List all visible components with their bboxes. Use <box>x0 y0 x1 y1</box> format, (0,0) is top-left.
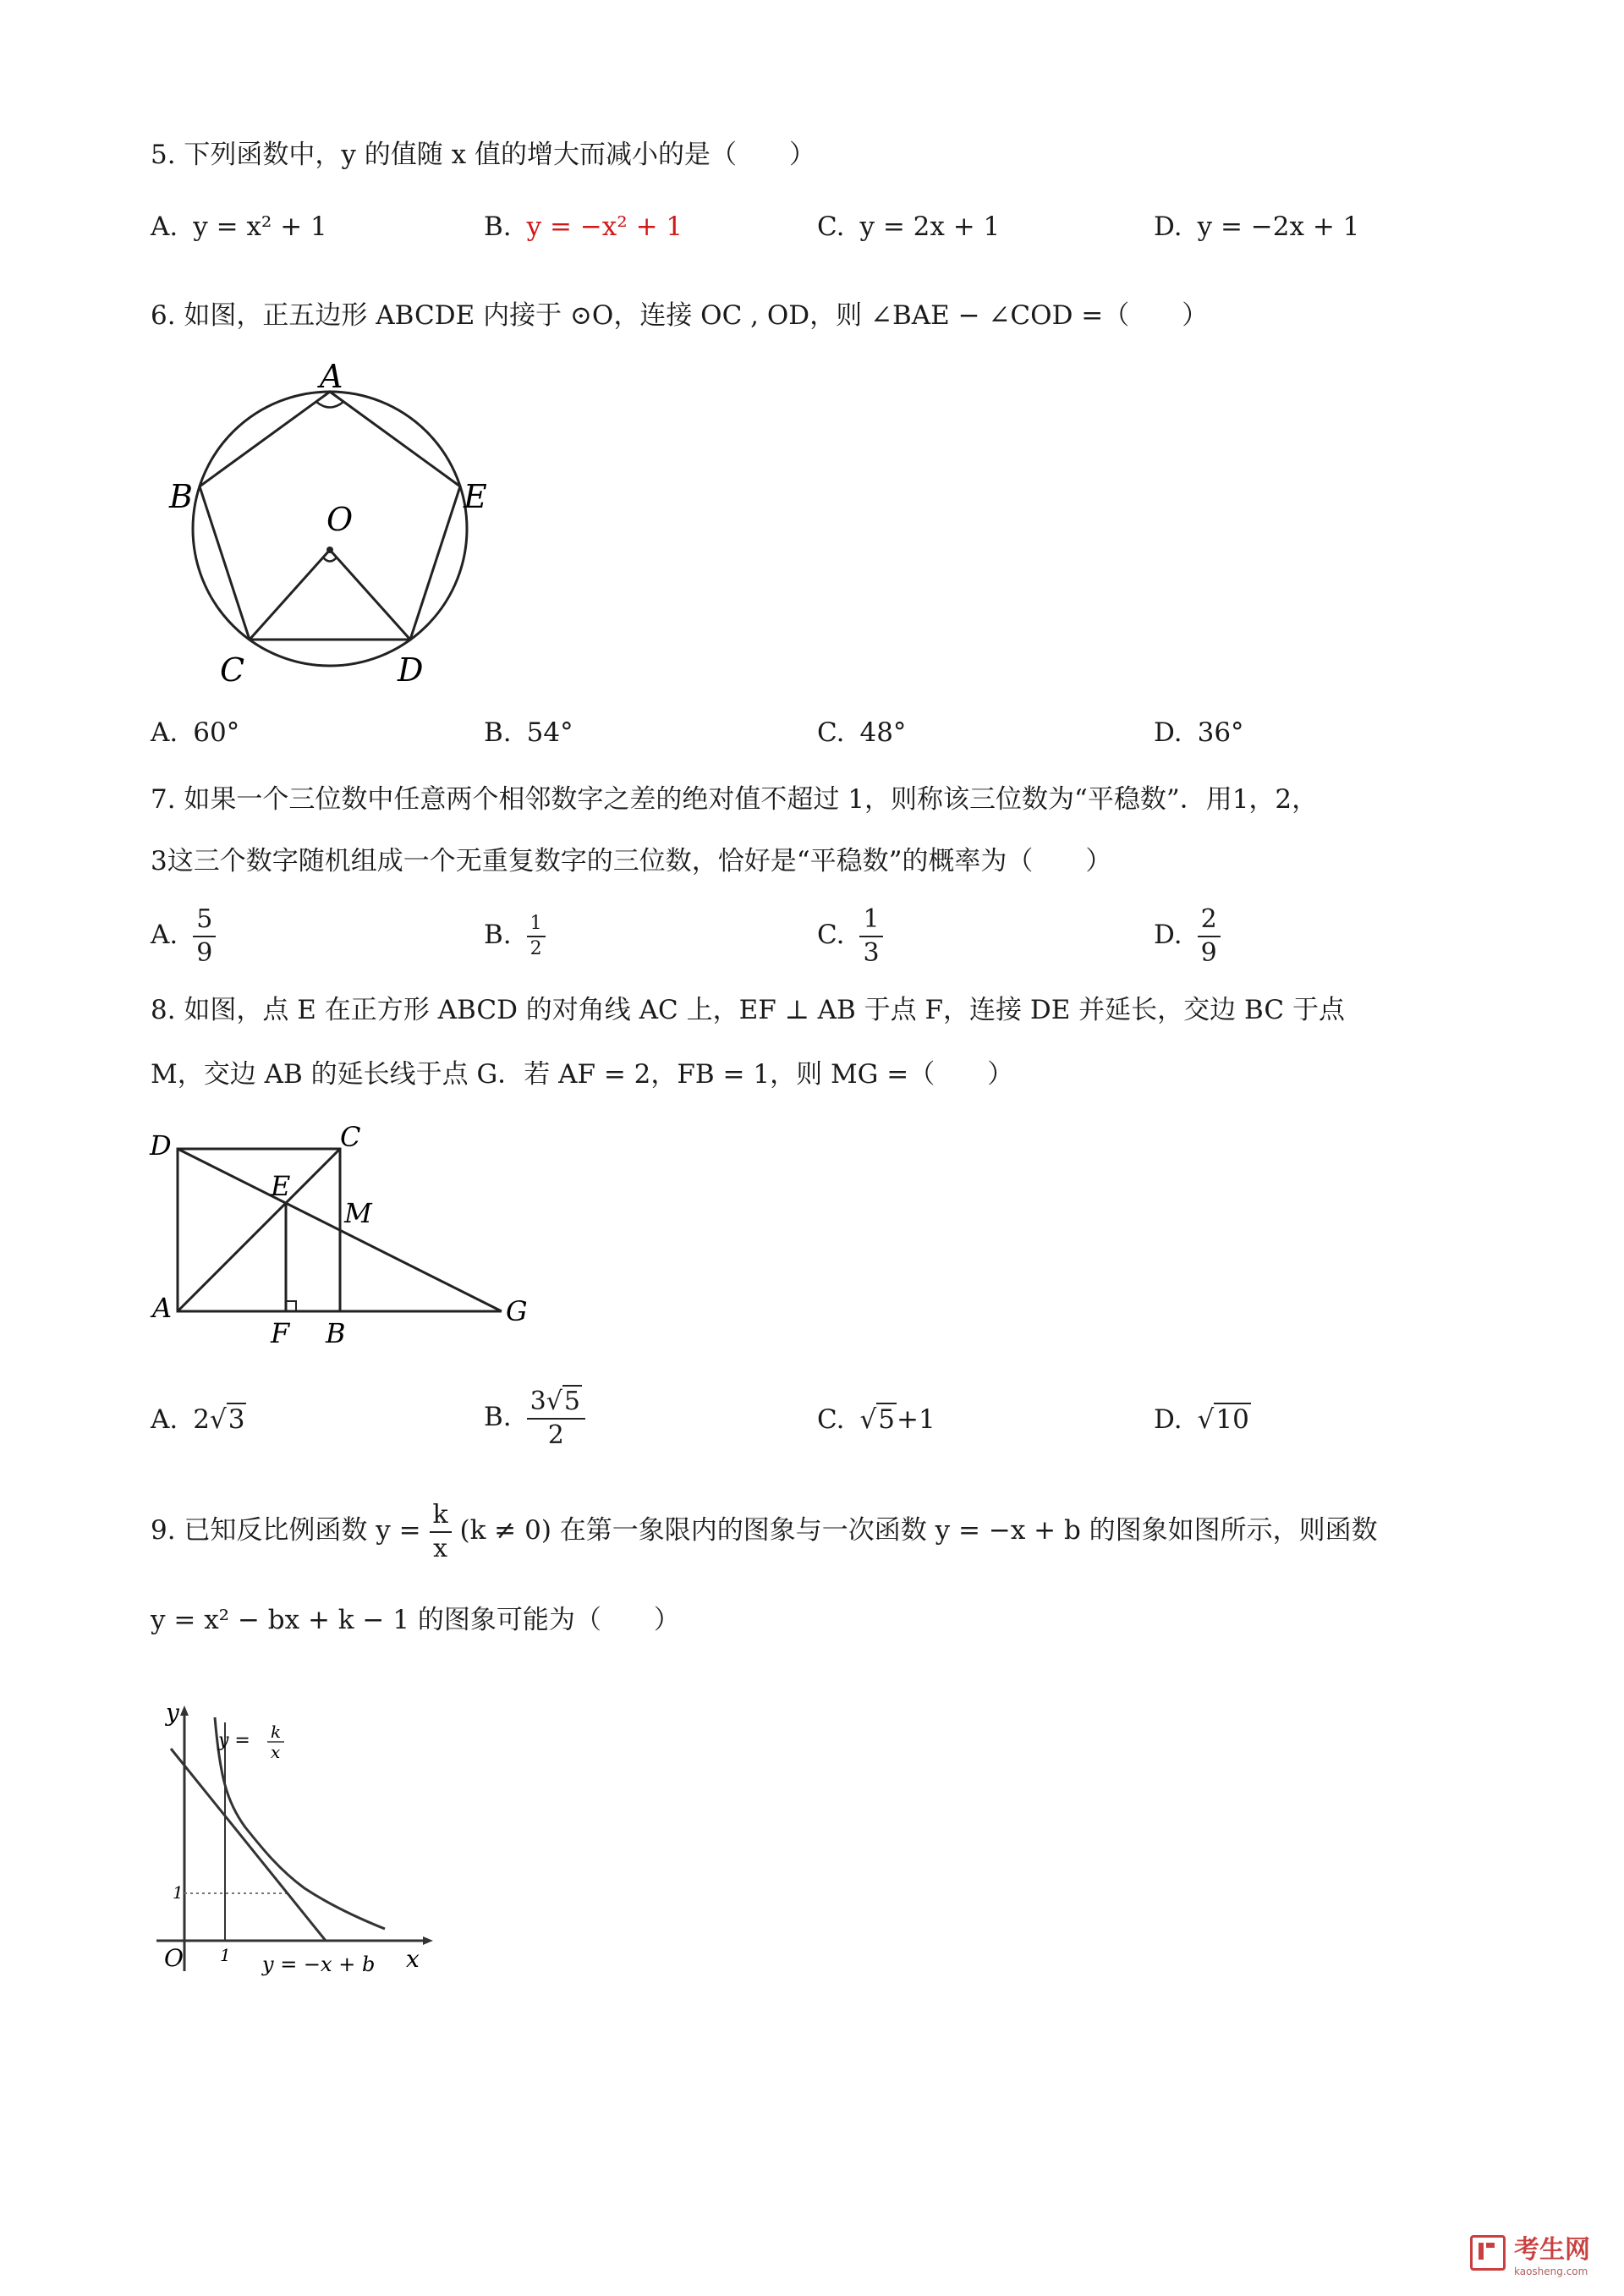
segment-od <box>330 550 410 640</box>
label-d: D <box>398 651 424 689</box>
angle-cod-arc <box>323 558 337 562</box>
label-e: E <box>464 478 487 515</box>
watermark-logo-icon <box>1470 2235 1506 2271</box>
axis-x-label: x <box>406 1945 420 1973</box>
line-y-minus-x-plus-b <box>171 1749 326 1941</box>
y-axis-arrow <box>180 1706 189 1716</box>
right-angle-mark <box>286 1301 296 1311</box>
q9-stem-line1: 9. 已知反比例函数 y = $\frac{k}{x}$ (k ≠ 0) 在第一象限内的图象与一次函数 y = −x + b 的图象如图所示，则函数 <box>151 1500 1378 1563</box>
q8-option-a: A. 2√3 <box>151 1404 245 1435</box>
diagonal-ac <box>178 1149 340 1311</box>
watermark-brand: 考生网 <box>1514 2235 1590 2265</box>
label-b: B <box>326 1317 346 1349</box>
label-c: C <box>220 651 245 689</box>
curve-label-den: x <box>271 1742 281 1762</box>
q6-stem: 6. 如图，正五边形 ABCDE 内接于 ⊙O，连接 OC , OD，则 ∠BAE − ∠COD =（ ） <box>151 300 1209 331</box>
label-g: G <box>506 1295 528 1327</box>
angle-a-arc <box>316 402 343 408</box>
q7-option-c: C. $\frac{1}{3}$ <box>817 904 883 969</box>
q9-stem-line2: y = x² − bx + k − 1 的图象可能为（ ） <box>151 1605 680 1635</box>
q7-option-d: D. $\frac{2}{9}$ <box>1154 904 1221 969</box>
origin-label: O <box>164 1944 184 1972</box>
q5-option-c: C. y = 2x + 1 <box>817 211 1001 242</box>
x-axis-arrow <box>423 1936 433 1945</box>
label-o: O <box>326 501 354 538</box>
q6-option-c: C. 48° <box>817 717 907 748</box>
q7-option-a: A. $\frac{5}{9}$ <box>151 904 216 969</box>
q7-stem-line2: 3这三个数字随机组成一个无重复数字的三位数，恰好是“平稳数”的概率为（ ） <box>151 846 1112 876</box>
q7-stem-line1: 7. 如果一个三位数中任意两个相邻数字之差的绝对值不超过 1，则称该三位数为“平稳数”．用1，2， <box>151 784 1319 815</box>
q5-option-a: A. y = x² + 1 <box>151 211 327 242</box>
q6-option-b: B. 54° <box>484 717 573 748</box>
q8-option-d: D. √10 <box>1154 1404 1249 1435</box>
segment-oc <box>250 550 330 640</box>
label-m: M <box>344 1197 372 1229</box>
label-f: F <box>271 1317 290 1349</box>
tick-x-label: 1 <box>220 1945 231 1965</box>
q8-square-figure <box>148 1121 554 1353</box>
q5-option-d: D. y = −2x + 1 <box>1154 211 1360 242</box>
curve-label-num: k <box>271 1722 282 1742</box>
tick-y-label: 1 <box>173 1882 184 1903</box>
q8-stem-line2: M，交边 AB 的延长线于点 G．若 AF = 2，FB = 1，则 MG =（ ） <box>151 1059 1014 1090</box>
label-a: A <box>152 1292 173 1324</box>
label-c: C <box>340 1121 361 1153</box>
q9-function-figure <box>152 1692 440 1983</box>
curve-label-pre: y = <box>218 1730 250 1751</box>
watermark-sub: kaosheng.com <box>1514 2266 1588 2277</box>
axis-y-label: y <box>166 1699 179 1727</box>
q6-pentagon-figure <box>161 358 516 714</box>
center-dot <box>326 547 333 553</box>
q6-option-a: A. 60° <box>151 717 240 748</box>
q6-option-d: D. 36° <box>1154 717 1244 748</box>
watermark <box>1470 2228 1590 2277</box>
q8-option-b: B. $\frac{3√5}{2}$ <box>484 1386 585 1451</box>
q8-stem-line1: 8. 如图，点 E 在正方形 ABCD 的对角线 AC 上，EF ⊥ AB 于点 F，连接 DE 并延长，交边 BC 于点 <box>151 995 1345 1025</box>
q5-option-b: B. y = −x² + 1 <box>484 211 683 242</box>
label-e: E <box>271 1170 291 1202</box>
label-a: A <box>320 358 343 395</box>
q5-stem: 5. 下列函数中，y 的值随 x 值的增大而减小的是（ ） <box>151 140 815 170</box>
q8-option-c: C. √5+1 <box>817 1404 935 1435</box>
label-b: B <box>169 478 193 515</box>
label-d: D <box>150 1129 172 1162</box>
q7-option-b: B. $\frac{1}{2}$ <box>484 912 546 960</box>
line-label: y = −x + b <box>262 1953 376 1976</box>
